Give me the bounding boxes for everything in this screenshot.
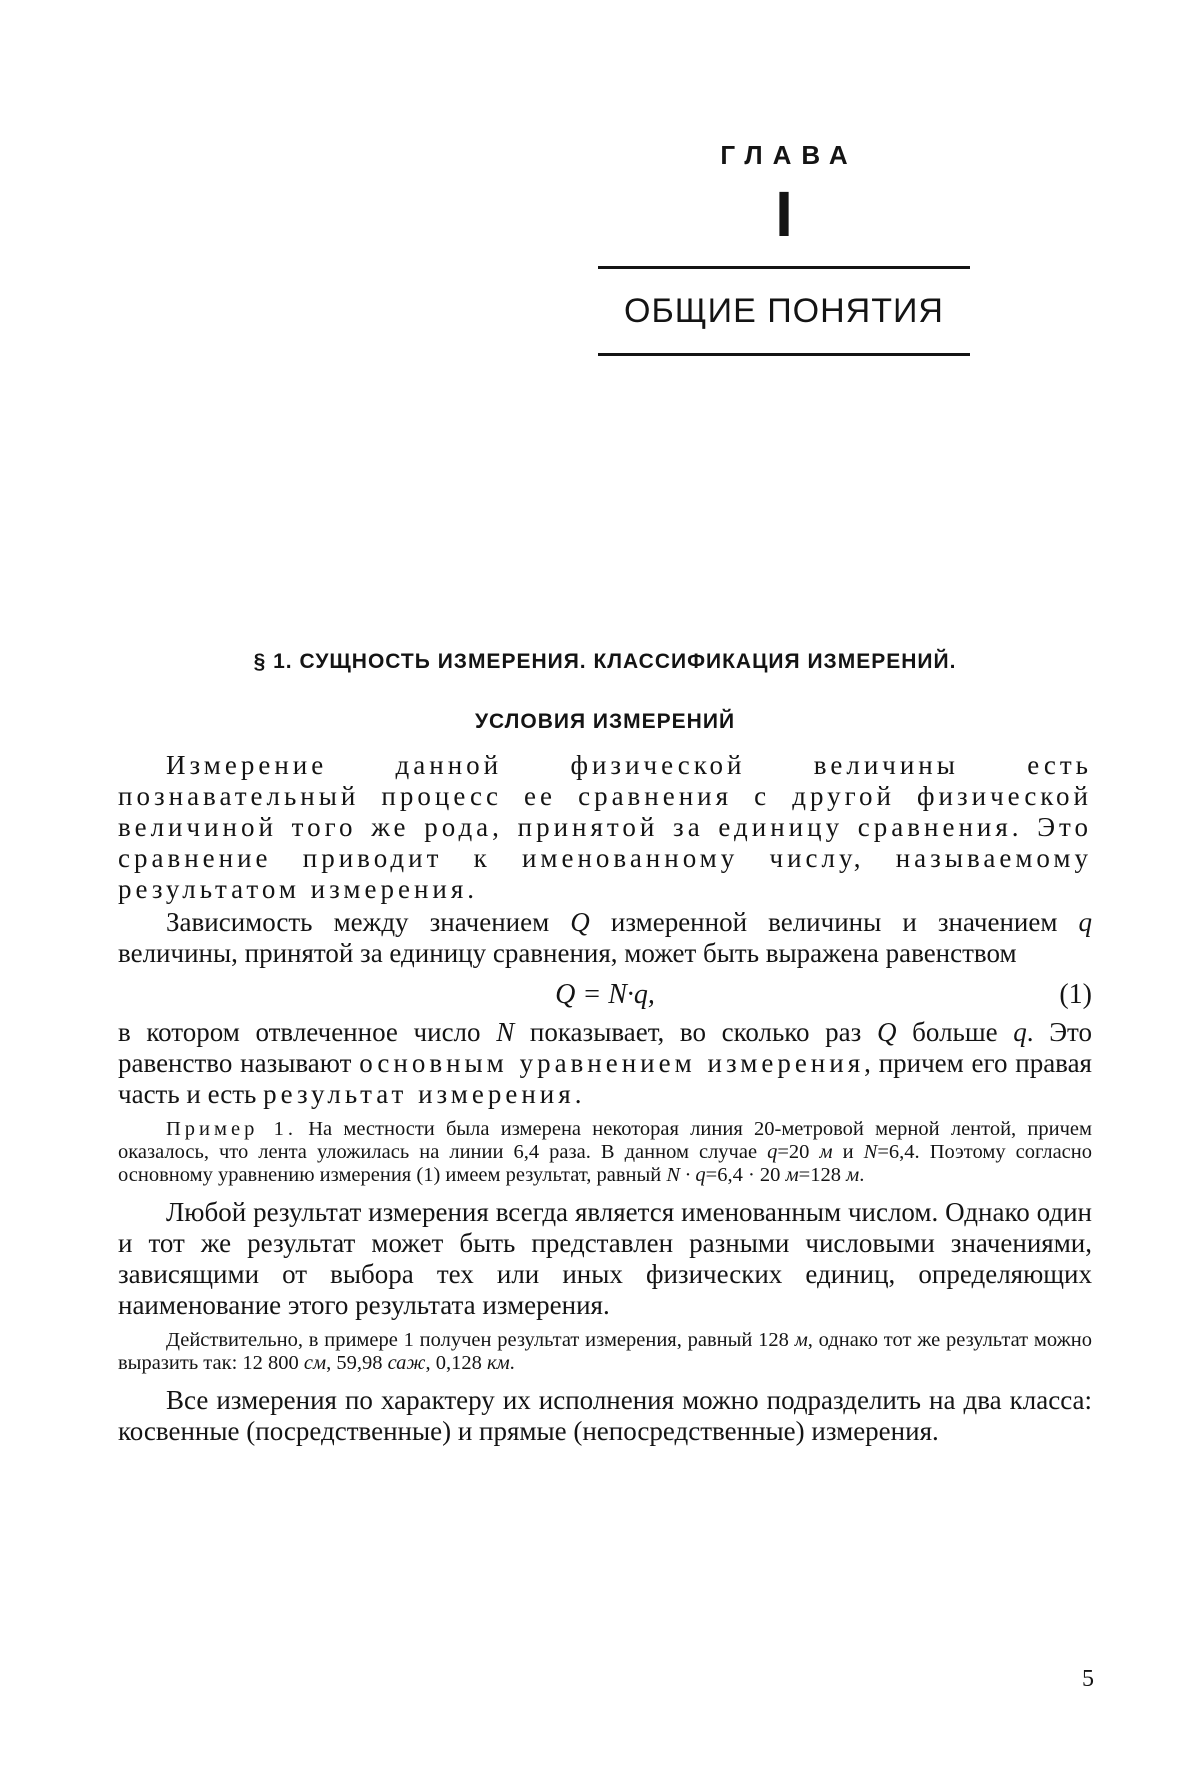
paragraph-dependence xyxy=(118,907,1092,969)
text-run: , однако тот же результат можно выразить так: 12 800 xyxy=(118,1329,1092,1374)
text-run: =6,4. Поэтому согласно основному уравнению измерения (1) имеем результат, равный xyxy=(118,1141,1092,1186)
text-run: На местности была измерена некоторая линия 20-метровой мерной лентой, причем оказалось, что лента уложилась на линии 6,4 раза. В данном случае xyxy=(118,1118,1092,1163)
formula-row xyxy=(118,973,1092,1017)
unit: м xyxy=(846,1164,860,1186)
variable: N xyxy=(863,1141,878,1163)
formula: Q = N·q, xyxy=(555,979,655,1010)
paragraph-classes: Все измерения по характеру их исполнения можно подразделить на два класса: косвенные (посредственные) и прямые (непосредственные) измерения. xyxy=(118,1385,1092,1446)
chapter-rule-bottom xyxy=(598,353,970,356)
section-heading: § 1. СУЩНОСТЬ ИЗМЕРЕНИЯ. КЛАССИФИКАЦИЯ ИЗМЕРЕНИЙ. xyxy=(253,650,957,673)
variable: q xyxy=(767,1141,778,1163)
chapter-header xyxy=(598,140,970,356)
spaced-term: основным уравнением измерения xyxy=(359,1048,865,1078)
body-text xyxy=(118,750,1092,1447)
formula-number: (1) xyxy=(1059,979,1092,1010)
example-1 xyxy=(118,1118,1092,1187)
text-run: . Это равенство называют xyxy=(118,1017,1092,1078)
unit: м xyxy=(794,1329,808,1351)
variable: Q xyxy=(570,907,590,937)
text-run: . xyxy=(859,1164,865,1186)
paragraph-named-number: Любой результат измерения всегда является именованным числом. Однако один и тот же результат может быть представлен разными числовыми значениями, зависящими от выбора тех или иных физических единиц, определяющих наименование этого результата измерения. xyxy=(118,1197,1092,1320)
variable: q xyxy=(1013,1017,1027,1047)
example-label: Пример 1. xyxy=(166,1118,297,1140)
variable: Q xyxy=(877,1017,897,1047)
example-2 xyxy=(118,1329,1092,1375)
unit: м xyxy=(785,1164,799,1186)
text-run: . xyxy=(574,1079,582,1109)
text-run: =128 xyxy=(798,1164,847,1186)
paragraph-equation-meaning xyxy=(118,1017,1092,1110)
variable: N xyxy=(496,1017,515,1047)
section-subheading: УСЛОВИЯ ИЗМЕРЕНИЙ xyxy=(474,710,736,733)
text-run: =6,4 · 20 xyxy=(705,1164,786,1186)
chapter-title: ОБЩИЕ ПОНЯТИЯ xyxy=(624,292,944,330)
text-run: Действительно, в примере 1 получен результат измерения, равный 128 xyxy=(166,1329,795,1351)
text-run: показывает, во сколько раз xyxy=(514,1017,878,1047)
variable: N · q xyxy=(666,1164,706,1186)
text-run: и xyxy=(832,1141,864,1163)
text-run: =20 xyxy=(777,1141,820,1163)
text-run: Зависимость между значением xyxy=(166,907,571,937)
text-run: величины, принятой за единицу сравнения, может быть выражена равенством xyxy=(118,938,1017,968)
spaced-term: результат измерения xyxy=(263,1079,575,1109)
text-run: . xyxy=(509,1352,515,1374)
unit: см xyxy=(303,1352,327,1374)
text-run: , 0,128 xyxy=(425,1352,487,1374)
page-number: 5 xyxy=(1082,1666,1094,1692)
text-run: измеренной величины и значением xyxy=(589,907,1079,937)
unit: м xyxy=(819,1141,833,1163)
text-run: , 59,98 xyxy=(326,1352,388,1374)
chapter-number: I xyxy=(775,178,793,250)
unit: км xyxy=(486,1352,510,1374)
text-run: в котором отвлеченное число xyxy=(118,1017,497,1047)
unit: саж xyxy=(387,1352,426,1374)
text-run: больше xyxy=(896,1017,1014,1047)
variable: q xyxy=(1078,907,1093,937)
chapter-label: ГЛАВА xyxy=(720,140,858,170)
paragraph-definition: Измерение данной физической величины есть познавательный процесс ее сравнения с другой физической величиной того же рода, принятой за единицу сравнения. Это сравнение приводит к именованному числу, называемому результатом измерения. xyxy=(118,750,1092,904)
text-run: , причем его правая часть и есть xyxy=(118,1048,1092,1109)
